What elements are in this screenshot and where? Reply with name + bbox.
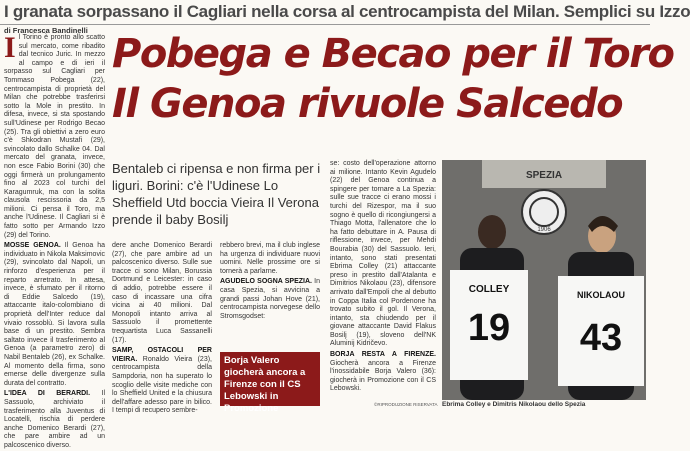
paragraph: dere anche Domenico Berardi (27), che pare ambire ad un palcoscenico diverso. Sulle sue tracce ci sono Milan, Borussia Dortmund e Leicester: in caso di addio, potrebbe essere il caso di incassare una cifra vicina ai 40 milioni. Dal Monopoli intanto arriva al Sassuolo il promettente trequartista Luca Sassanelli (17). [112,242,212,344]
copyright-notice: ©RIPRODUZIONE RISERVATA [374,402,438,407]
jersey-left-name: COLLEY [468,284,510,295]
paragraph-label: BORJA RESTA A FIRENZE. [330,351,436,359]
paragraph-label: L'IDEA DI BERARDI. [4,390,91,398]
paragraph-label: SAMP, OSTACOLI PER VIEIRA. [112,347,212,363]
jersey-left-number: 19 [467,307,511,349]
paragraph: rebbero brevi, ma il club inglese ha urgenza di individuare nuovi uomini. Nelle prossime ore si tornerà a parlarne. [220,242,320,275]
photo-caption: Ebrima Colley e Dimitris Nikolaou dello Spezia [442,401,586,408]
paragraph-label: MOSSE GENOA. [4,242,61,250]
paragraph: Ronaldo Vieira (23), centrocampista della Sampdoria, non ha superato lo scoglio delle visite mediche con lo Sheffield United e la chiusura dell'affare adesso pare in bilico. I tempi di recupero sembre- [112,355,212,415]
headline-line-2: Il Genoa rivuole Salcedo [112,81,623,127]
crest-year: 1906 [537,227,551,233]
article-column-4 [330,160,436,410]
paragraph: l Torino è pronto allo scatto sul mercato, come ribadito dal tecnico Juric. In mezzo al campo e di ieri il sorpasso sul Cagliari per Tommaso Pobega (22), centrocampista di proprietà del Milan che potrebbe trasferirsi sotto la Mole in prestito. In difesa, invece, si sta spostando sull'Udinese per Rodrigo Becao (25). Tra gli obiettivi a zero euro c'è Shkodran Mustafi (29), svincolato dallo Schalke 04. Dal mercato del granata, invece, non esce Fabio Borini (30) che oggi firmerà un prolungamento fino al 2023 col turchi del Karagumruk, ma con la solita clausola rescissoria da 2,5 milioni. Ci pensa il Toro, ma anche l'Udinese. Il Cagliari si è fatto sotto per Armando Izzo (29) del Torino. [4,34,105,239]
paragraph: Il Genoa ha individuato in Nikola Maksimovic (29), svincolato dal Napoli, un rinforzo d'esperienza per il reparto arretrato. In attesa, invece, è sfumato per il ritorno di Eddie Salcedo (19), attaccante italo-colombiano di proprietà dell'Inter reduce dal vivaio rossoblù. Si lavora sulla base di un prestito. Sembra saltato invece il trasferimento al Genoa (a parametro zero) di Nabil Bentaleb (26), ex Schalke. Al momento della firma, sono emerse delle divergenze sulla durata del contratto. [4,242,105,387]
paragraph-label: AGUDELO SOGNA SPEZIA. [220,278,312,286]
jersey-right-name: NIKOLAOU [577,290,625,300]
paragraph: Giocherà ancora a Firenze l'inossidabile Borja Valero (36): giocherà in Promozione con il CS Lebowski. [330,359,436,393]
photo-illustration [442,160,646,400]
byline: di Francesca Bandinelli [4,26,88,35]
pull-quote [220,352,320,414]
pull-quote-text: Borja Valero giocherà ancora a Firenze con il CS Lebowski in Promozione [224,355,306,414]
paragraph: se: costo dell'operazione attorno ai milione. Intanto Kevin Agudelo (22) del Genoa continua a spingere per tornare a La Spezia: sulle sue tracce ci erano mossi i turchi del Rizespor, ma il suo sogno è quello di ricongiungersi a Thiago Motta, l'allenatore che lo ha fatto debuttare in A. Pausa di riflessione, invece, per Mehdi Bourabia (30) del Sassuolo. Ieri, intanto, sono stati presentati Ebrima Colley (21) attaccante preso in prestito dall'Atalanta e Dimitrios Nikolaou (23), difensore arrivato dall'Empoli che al debutto in Coppa Italia col Pordenone ha trovato subito il gol. Il Verona, intanto, sta chiudendo per il giovane attaccante David Flakus Bosilj (19), sloveno dell'NK Aluminij Kidričevo. [330,160,436,348]
article-column-3 [220,242,320,352]
paragraph: In casa Spezia, si avvicina a grandi passi Johan Hove (21), centrocampista norvegese dello Stromsgodset: [220,278,320,320]
article-column-2 [112,242,212,414]
player-left-head [478,215,506,249]
drop-cap: I [4,31,16,64]
jersey-right-number: 43 [579,317,623,359]
paragraph: Il Sassuolo, archiviato il trasferimento alla Juventus di Locatelli, rischia di perdere anche Domenico Berardi (27), che pare ambire ad un palcoscenico diverso. [4,390,105,449]
kicker: I granata sorpassano il Cagliari nella corsa al centrocampista del Milan. Semplici su Izzo [4,2,690,21]
article-column-1 [4,31,105,449]
divider [0,24,650,25]
press-photo [442,160,646,400]
deck: Bentaleb ci ripensa e non firma per i liguri. Borini: c'è l'Udinese Lo Sheffield Utd boccia Vieira Il Verona prende il baby Bosilj [112,161,321,227]
headline-line-1: Pobega e Becao per il Toro [112,31,674,77]
board-text: SPEZIA [525,170,563,181]
